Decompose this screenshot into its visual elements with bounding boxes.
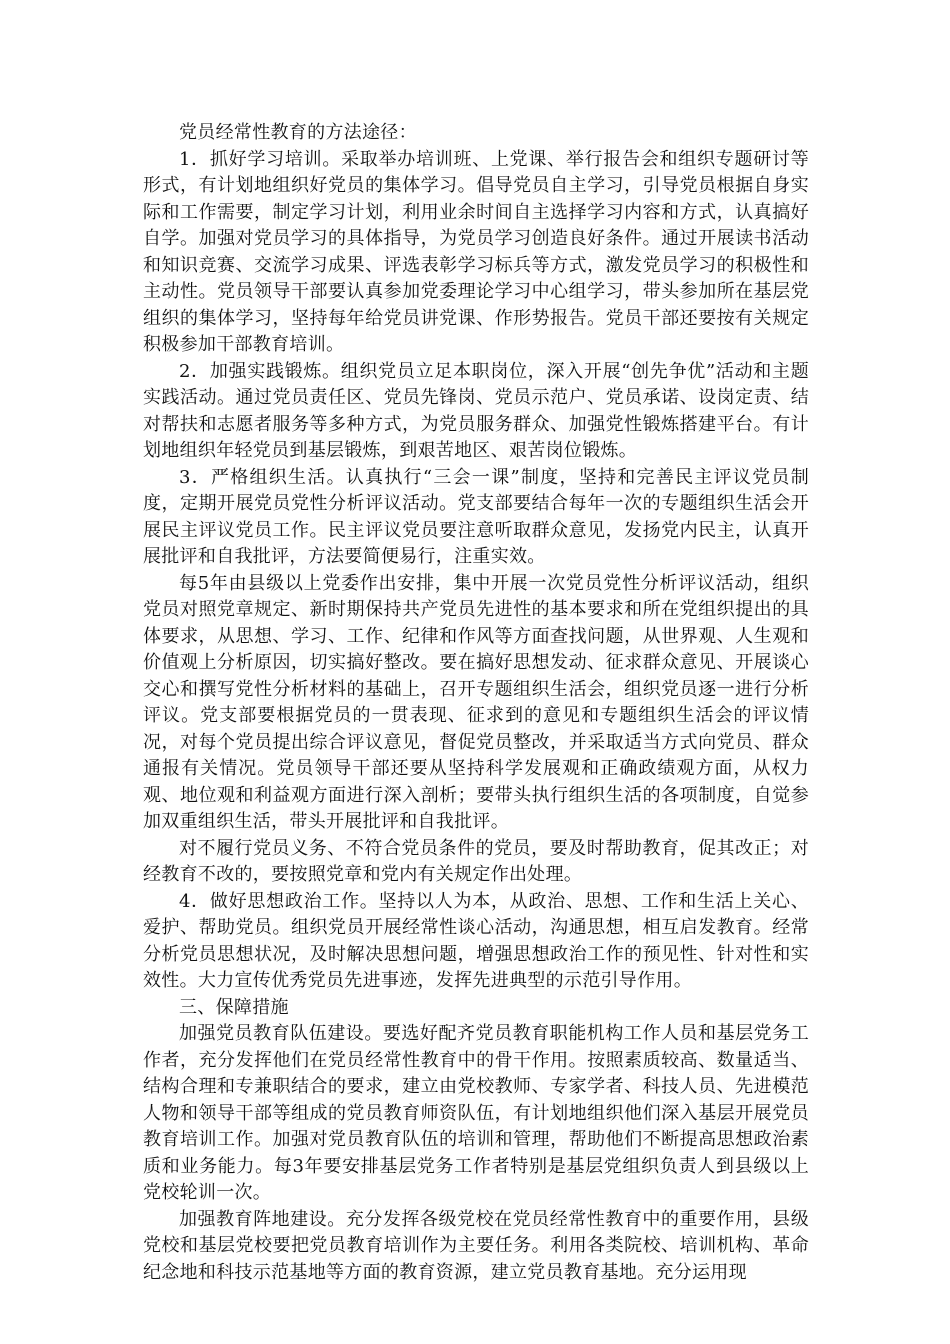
paragraph-evaluation: 每5年由县级以上党委作出安排，集中开展一次党员党性分析评议活动，组织党员对照党章规定、新时期保持共产党员先进性的基本要求和所在党组织提出的具体要求，从思想、学习、工作、纪律和作风等方面查找问题，从世界观、人生观和价值观上分析原因，切实搞好整改。要在搞好思想发动、征求群众意见、开展谈心交心和撰写党性分析材料的基础上，召开专题组织生活会，组织党员逐一进行分析评议。党支部要根据党员的一贯表现、征求到的意见和专题组织生活会的评议情况，对每个党员提出综合评议意见，督促党员整改，并采取适当方式向党员、群众通报有关情况。党员领导干部还要从坚持科学发展观和正确政绩观方面，从权力观、地位观和利益观方面进行深入剖析；要带头执行组织生活的各项制度，自觉参加双重组织生活，带头开展批评和自我批评。 — [143, 572, 809, 832]
paragraph-intro: 党员经常性教育的方法途径： — [179, 122, 417, 143]
paragraph-ideological-work: 4．做好思想政治工作。坚持以人为本，从政治、思想、工作和生活上关心、爱护、帮助党员。组织党员开展经常性谈心活动，沟通思想，相互启发教育。经常分析党员思想状况，及时解决思想问题，增强思想政治工作的预见性、针对性和实效性。大力宣传优秀党员先进事迹，发挥先进典型的示范引导作用。 — [143, 890, 809, 991]
document-body — [143, 120, 809, 1286]
paragraph-organization-life: 3．严格组织生活。认真执行“三会一课”制度，坚持和完善民主评议党员制度，定期开展党员党性分析评议活动。党支部要结合每年一次的专题组织生活会开展民主评议党员工作。民主评议党员要注意听取群众意见，发扬党内民主，认真开展批评和自我批评，方法要简便易行，注重实效。 — [143, 466, 809, 567]
paragraph-team-building: 加强党员教育队伍建设。要选好配齐党员教育职能机构工作人员和基层党务工作者，充分发挥他们在党员经常性教育中的骨干作用。按照素质较高、数量适当、结构合理和专兼职结合的要求，建立由党校教师、专家学者、科技人员、先进模范人物和领导干部等组成的党员教育师资队伍，有计划地组织他们深入基层开展党员教育培训工作。加强对党员教育队伍的培训和管理，帮助他们不断提高思想政治素质和业务能力。每3年要安排基层党务工作者特别是基层党组织负责人到县级以上党校轮训一次。 — [143, 1023, 809, 1203]
paragraph-practice: 2．加强实践锻炼。组织党员立足本职岗位，深入开展“创先争优”活动和主题实践活动。通过党员责任区、党员先锋岗、党员示范户、党员承诺、设岗定责、结对帮扶和志愿者服务等多种方式，为党员服务群众、加强党性锻炼搭建平台。有计划地组织年轻党员到基层锻炼，到艰苦地区、艰苦岗位锻炼。 — [143, 360, 809, 461]
paragraph-discipline: 对不履行党员义务、不符合党员条件的党员，要及时帮助教育，促其改正；对经教育不改的，要按照党章和党内有关规定作出处理。 — [143, 837, 809, 885]
paragraph-study-training: 1．抓好学习培训。采取举办培训班、上党课、举行报告会和组织专题研讨等形式，有计划地组织好党员的集体学习。倡导党员自主学习，引导党员根据自身实际和工作需要，制定学习计划，利用业余时间自主选择学习内容和方式，认真搞好自学。加强对党员学习的具体指导，为党员学习创造良好条件。通过开展读书活动和知识竞赛、交流学习成果、评选表彰学习标兵等方式，激发党员学习的积极性和主动性。党员领导干部要认真参加党委理论学习中心组学习，带头参加所在基层党组织的集体学习，坚持每年给党员讲党课、作形势报告。党员干部还要按有关规定积极参加干部教育培训。 — [143, 148, 809, 355]
section-heading-safeguards: 三、保障措施 — [179, 996, 289, 1018]
paragraph-base-building: 加强教育阵地建设。充分发挥各级党校在党员经常性教育中的重要作用，县级党校和基层党校要把党员教育培训作为主要任务。利用各类院校、培训机构、革命纪念地和科技示范基地等方面的教育资源，建立党员教育基地。充分运用现 — [143, 1208, 809, 1283]
